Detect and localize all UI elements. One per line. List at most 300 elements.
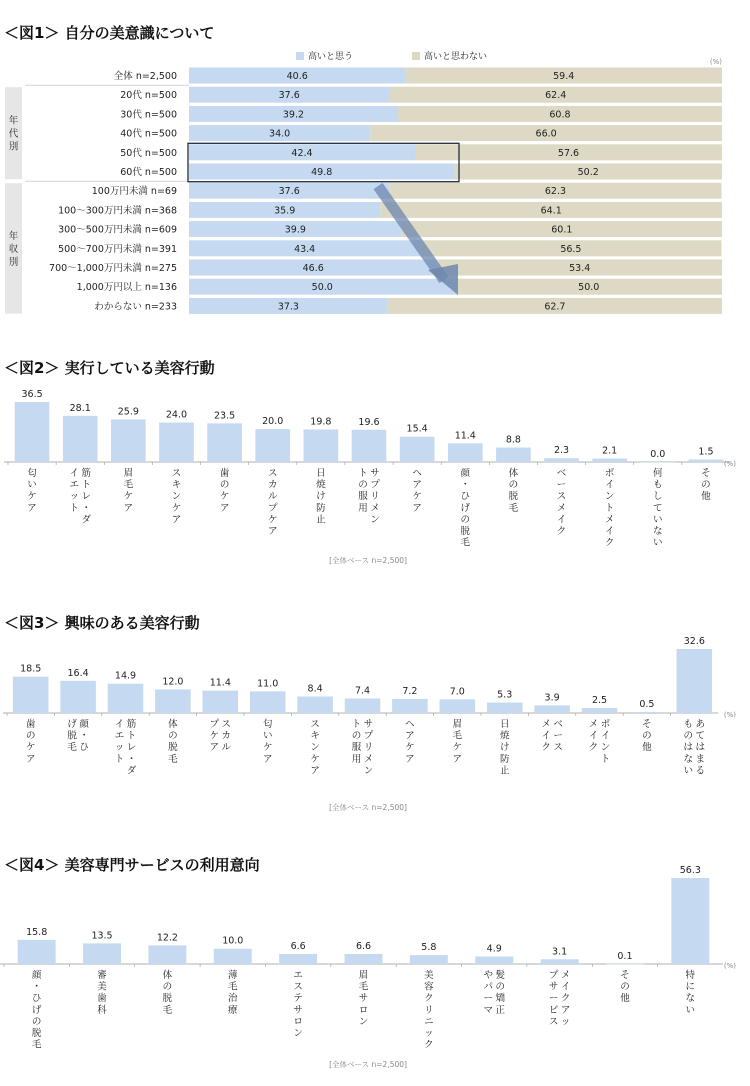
fig3-category-char: い	[683, 765, 694, 777]
fig4-value-label: 15.8	[26, 926, 48, 938]
fig3-category-char: ッ	[114, 742, 125, 754]
fig2-category-char: プ	[370, 479, 380, 491]
fig4-value-label: 6.6	[290, 940, 306, 952]
fig3-category-char: ク	[588, 742, 599, 754]
fig3-category-char: ア	[405, 730, 415, 742]
fig2-category-char: ひ	[460, 491, 471, 503]
fig4-category-char: 矯	[495, 993, 505, 1005]
fig4-bar	[83, 943, 121, 964]
fig3-category-char: ケ	[310, 753, 320, 765]
fig4-category-label	[359, 970, 369, 1027]
fig3-category-char: ン	[363, 765, 374, 777]
fig3-bar	[629, 712, 665, 713]
fig4-category-label	[32, 969, 42, 1051]
fig2-category-char: ル	[267, 491, 278, 503]
fig2-category-char: げ	[460, 502, 471, 514]
fig2-unit: (%)	[723, 460, 736, 468]
fig3-category-char: そ	[642, 719, 652, 730]
fig4-value-label: 12.2	[156, 932, 178, 944]
fig4-category-char: の	[31, 1016, 42, 1028]
fig2-category-char: キ	[171, 479, 182, 491]
fig2-category-char: ア	[27, 502, 37, 514]
fig2-bar	[496, 448, 531, 462]
fig2-category-char: の	[508, 479, 519, 491]
fig2-category-label	[412, 468, 422, 514]
fig3-bar	[582, 708, 618, 713]
fig2-category-char: な	[653, 526, 663, 537]
fig4-category-label	[686, 969, 696, 1016]
fig3-category-char: ト	[114, 753, 125, 765]
fig4-value-label: 10.0	[222, 935, 244, 947]
fig3-category-char: ヘ	[405, 719, 415, 730]
fig3-category-char: ア	[262, 753, 273, 765]
fig2-category-char: 毛	[460, 537, 471, 549]
fig2-category-char: 毛	[123, 479, 134, 491]
fig3-category-char: イ	[541, 730, 551, 742]
fig2-category-char: 匂	[27, 468, 37, 479]
fig3-category-char: げ	[67, 719, 77, 730]
fig1-value-yes: 42.4	[291, 147, 313, 159]
fig4-category-char: 毛	[228, 981, 238, 993]
fig3-value-label: 8.4	[307, 683, 323, 695]
fig2-category-char: て	[653, 502, 663, 514]
fig4-bar	[279, 954, 317, 964]
fig2-bar	[255, 429, 290, 462]
fig3-category-char: ト	[600, 753, 611, 765]
fig2-category-char: ク	[604, 537, 615, 549]
fig1-group-label-char: 年	[8, 115, 19, 127]
fig1-value-no: 59.4	[553, 71, 575, 82]
fig2-category-label	[268, 468, 278, 537]
fig3-category-char: け	[499, 742, 510, 754]
fig3-value-label: 7.4	[354, 685, 371, 697]
fig1-value-no: 50.2	[577, 167, 599, 178]
fig4-category-label	[293, 970, 303, 1039]
fig2-category-char: の	[460, 514, 471, 526]
fig3-category-label	[168, 718, 178, 765]
fig4-category-label	[97, 969, 107, 1016]
fig3-category-char: エ	[114, 730, 125, 742]
fig3-bar	[250, 691, 286, 713]
fig3-category-char: ト	[126, 730, 137, 742]
fig3-category-char: ま	[695, 753, 706, 765]
fig2-category-label	[653, 467, 663, 549]
fig4-category-char: ク	[560, 993, 571, 1005]
fig4-category-char: の	[162, 981, 173, 993]
fig4-category-char: 毛	[358, 981, 369, 993]
fig2-category-char: ン	[370, 514, 380, 526]
fig2-base-note: [全体ベース n=2,500]	[329, 556, 407, 565]
fig2-category-char: ト	[604, 502, 615, 514]
fig1-value-yes: 35.9	[274, 205, 296, 217]
fig2-value-label: 19.8	[310, 416, 332, 428]
fig3-value-label: 2.5	[591, 695, 608, 707]
fig3-value-label: 7.0	[449, 686, 465, 698]
fig2-category-char: ッ	[69, 491, 79, 503]
fig2-category-char: ス	[556, 491, 567, 503]
fig3-category-char: 毛	[168, 753, 178, 765]
fig4-category-char: テ	[293, 993, 303, 1005]
fig1-row-label: 100～300万円未満 n=368	[58, 205, 177, 217]
fig2-category-label	[69, 467, 91, 525]
fig3-category-char: レ	[126, 742, 137, 754]
fig3-category-char: の	[683, 730, 694, 742]
fig1-value-yes: 46.6	[302, 263, 324, 274]
fig1-value-no: 60.1	[551, 224, 573, 236]
fig3-category-char: サ	[363, 719, 374, 730]
fig3-category-char: イ	[588, 730, 599, 742]
fig4-category-char: サ	[293, 1004, 303, 1016]
fig1-row-label: わからない n=233	[94, 301, 177, 313]
fig1-row-label: 30代 n=500	[120, 109, 177, 121]
fig1-legend-swatch-yes	[296, 52, 304, 60]
fig2-category-label	[172, 468, 182, 525]
fig2-category-char: 何	[653, 468, 663, 479]
fig2-bar	[63, 416, 98, 462]
fig3-bar	[297, 697, 333, 713]
fig3-category-char: な	[683, 753, 694, 765]
fig2-category-label	[27, 467, 37, 514]
fig3-category-char: い	[262, 730, 273, 742]
fig2-category-char: ア	[412, 502, 422, 514]
fig4-category-char: ひ	[31, 993, 42, 1005]
fig2-category-char: ケ	[171, 502, 182, 514]
fig1-row-label: 全体 n=2,500	[113, 71, 177, 82]
fig4-bar	[148, 945, 186, 964]
fig3-category-char: ・	[126, 753, 137, 765]
fig1-row-label: 50代 n=500	[120, 147, 177, 159]
fig3-category-char: 毛	[452, 730, 463, 742]
fig4-category-char: サ	[548, 981, 559, 993]
fig2-value-label: 15.4	[406, 423, 428, 435]
fig3-bar	[108, 684, 144, 713]
fig4-category-char: 正	[495, 1004, 505, 1016]
fig2-category-char: の	[219, 479, 230, 491]
fig2-category-char: 他	[701, 491, 711, 503]
fig3-category-label	[541, 719, 563, 753]
fig3-category-char: 脱	[168, 742, 178, 754]
fig4-category-char: ン	[293, 1028, 303, 1039]
fig4-category-char: 歯	[97, 993, 107, 1005]
fig3-category-char: の	[642, 730, 652, 742]
fig3-bar	[203, 691, 239, 713]
fig1-group-label-char: 代	[8, 128, 19, 140]
fig4-category-char: プ	[548, 970, 559, 981]
fig2-bar	[352, 430, 387, 462]
fig4-category-char: ビ	[548, 1004, 559, 1016]
fig1-row-label: 700～1,000万円未満 n=275	[49, 263, 177, 274]
fig2-category-char: 筋	[81, 468, 91, 479]
fig3-bar	[392, 699, 428, 713]
fig4-category-char: 審	[97, 970, 107, 981]
fig3-bar	[155, 689, 191, 713]
fig4-category-char: ロ	[293, 1016, 303, 1028]
fig2-category-char: メ	[370, 502, 380, 514]
fig2-category-char: の	[701, 479, 711, 491]
fig3-bar	[60, 681, 96, 713]
fig3-category-char: 脱	[67, 730, 77, 742]
fig3-value-label: 14.9	[114, 670, 137, 682]
fig3-category-label	[684, 719, 706, 776]
fig4-category-char: な	[685, 993, 696, 1005]
fig2-category-char: 止	[316, 514, 326, 526]
fig3-category-label	[405, 719, 415, 765]
fig3-category-char: ケ	[209, 730, 220, 742]
fig2-category-char: ・	[460, 479, 471, 491]
fig3-category-char: ー	[553, 730, 563, 742]
fig3-category-char: 服	[351, 742, 362, 754]
fig2-value-label: 36.5	[21, 389, 43, 400]
fig4-category-char: 科	[97, 1004, 107, 1016]
fig1-value-yes: 49.8	[311, 167, 333, 178]
fig4-value-label: 0.1	[617, 950, 633, 962]
fig4-category-char: の	[495, 981, 505, 993]
fig4-category-char: 髪	[495, 970, 505, 981]
fig2-category-char: イ	[604, 526, 615, 537]
fig4-category-char: や	[483, 970, 493, 981]
fig3-category-char: の	[168, 730, 178, 742]
fig3-category-char: あ	[695, 719, 706, 730]
fig2-category-char: ヘ	[412, 468, 422, 479]
fig2-category-char: ・	[81, 502, 91, 514]
fig2-category-char: 焼	[316, 479, 326, 491]
fig3-category-char: プ	[209, 719, 220, 730]
fig3-category-label	[115, 718, 137, 776]
fig2-category-char: 防	[316, 502, 326, 514]
fig3-category-char: ア	[25, 753, 36, 765]
fig3-category-char: ス	[553, 742, 563, 754]
fig3-category-char: 眉	[452, 719, 463, 730]
fig1-group-label-char: 年	[8, 230, 19, 242]
fig4-category-char: パ	[483, 981, 493, 993]
fig2-category-char: け	[316, 491, 326, 503]
fig1-row-label: 300～500万円未満 n=609	[58, 224, 177, 236]
fig1-value-yes: 34.0	[269, 128, 291, 140]
fig2-category-char: 日	[316, 468, 326, 479]
fig4-category-char: ー	[548, 993, 559, 1005]
fig1-row-label: 100万円未満 n=69	[91, 186, 177, 198]
fig3-category-label	[500, 719, 510, 776]
fig1-unit: (%)	[709, 58, 722, 66]
fig2-category-char: ケ	[412, 491, 422, 503]
fig2-category-char: ア	[219, 502, 230, 514]
fig2-category-char: ク	[556, 526, 567, 537]
fig2-category-char: イ	[604, 479, 615, 491]
fig3-category-char: ア	[209, 742, 220, 754]
fig3-category-char: は	[683, 742, 694, 754]
fig2-value-label: 25.9	[117, 406, 139, 418]
fig3-title: ＜図3＞ 興味のある美容行動	[4, 614, 200, 632]
fig1-row-label: 60代 n=500	[120, 167, 177, 178]
fig3-value-label: 0.5	[639, 699, 655, 711]
fig1-legend-swatch-no	[412, 52, 420, 60]
fig4-value-label: 13.5	[91, 930, 113, 942]
fig3-category-char: イ	[600, 730, 611, 742]
fig2-value-label: 2.1	[602, 445, 618, 457]
fig2-category-label	[316, 468, 326, 525]
fig3-category-char: 焼	[499, 730, 510, 742]
fig4-category-label	[163, 969, 173, 1016]
fig4-category-char: に	[685, 981, 696, 993]
fig1-group-label-char: 別	[8, 141, 19, 153]
fig3-value-label: 12.0	[162, 676, 184, 688]
fig4-category-char: 脱	[31, 1028, 42, 1039]
fig1-value-no: 64.1	[540, 205, 562, 217]
fig3-category-char: 歯	[25, 719, 36, 730]
fig3-bar	[534, 705, 570, 713]
fig4-bar	[410, 955, 448, 964]
fig3-category-char: て	[695, 730, 706, 742]
fig2-category-char: の	[358, 479, 368, 491]
fig1-title: ＜図1＞ 自分の美意識について	[4, 24, 215, 42]
fig2-category-char: ト	[358, 468, 368, 479]
fig4-bar	[18, 940, 56, 964]
fig4-unit: (%)	[723, 962, 736, 970]
fig2-category-char: も	[653, 479, 663, 491]
fig2-category-char: ト	[81, 479, 91, 491]
fig4-category-label	[549, 970, 571, 1027]
fig3-category-char: プ	[363, 730, 374, 742]
fig1-value-no: 62.3	[544, 186, 567, 198]
fig3-category-label	[67, 718, 89, 753]
fig3-category-char: る	[695, 765, 706, 777]
fig4-value-label: 4.9	[486, 943, 502, 955]
fig2-bar	[448, 443, 483, 462]
fig3-category-char: ケ	[25, 742, 36, 754]
fig3-bar	[440, 699, 476, 713]
fig2-value-label: 23.5	[214, 410, 236, 422]
fig2-category-char: ス	[171, 468, 182, 479]
fig3-value-label: 16.4	[67, 667, 89, 679]
fig3-value-label: 5.3	[497, 689, 513, 701]
fig3-category-char: 他	[642, 742, 652, 754]
fig2-bar	[592, 459, 627, 462]
fig4-category-char: 療	[228, 1004, 238, 1016]
fig2-value-label: 20.0	[262, 416, 284, 428]
fig3-category-char: ・	[79, 730, 89, 742]
fig3-bar	[677, 649, 713, 713]
fig2-category-char: ン	[171, 491, 182, 503]
fig2-category-char: イ	[69, 468, 79, 479]
fig3-category-label	[26, 718, 36, 765]
fig3-category-label	[210, 719, 232, 753]
fig2-category-char: ケ	[267, 514, 278, 526]
fig1-value-no: 57.6	[557, 147, 580, 159]
fig2-category-char: ス	[267, 468, 278, 479]
fig4-category-char: ア	[560, 1004, 571, 1016]
fig1-value-yes: 37.6	[278, 90, 300, 102]
fig2-bar	[207, 423, 242, 462]
fig3-category-label	[352, 719, 374, 776]
fig2-bar	[15, 402, 50, 462]
fig2-category-char: メ	[604, 514, 615, 526]
fig3-category-char: 日	[499, 719, 510, 730]
fig2-value-label: 1.5	[698, 446, 714, 458]
fig4-category-char: マ	[483, 1004, 493, 1016]
fig1-legend-label-no: 高いと思わない	[424, 52, 488, 62]
fig3-category-char: は	[695, 742, 706, 754]
fig4-category-char: ス	[293, 981, 303, 993]
fig3-category-char: ア	[405, 753, 415, 765]
fig2-category-char: ア	[123, 502, 134, 514]
fig2-category-char: サ	[370, 468, 380, 479]
fig4-category-char: ク	[424, 1039, 434, 1051]
fig4-value-label: 3.1	[552, 946, 568, 958]
fig2-category-char: メ	[556, 502, 567, 514]
fig2-category-char: ー	[556, 479, 567, 491]
fig4-category-char: リ	[424, 1004, 434, 1016]
fig2-category-char: ケ	[123, 491, 134, 503]
fig4-bar	[606, 964, 644, 965]
fig2-category-label	[124, 468, 134, 514]
fig4-value-label: 5.8	[421, 942, 437, 954]
fig2-category-char: 脱	[508, 491, 519, 503]
fig4-category-char: 治	[228, 993, 238, 1005]
fig3-category-char: ア	[452, 753, 463, 765]
fig2-bar	[111, 419, 146, 462]
fig1-group-label	[9, 115, 19, 153]
fig2-value-label: 24.0	[165, 409, 188, 421]
fig1-group-label-char: 収	[8, 243, 19, 255]
fig2-category-char: 眉	[123, 468, 134, 479]
fig1-value-yes: 50.0	[311, 282, 333, 294]
fig2-bar	[304, 429, 339, 462]
fig4-category-char: 顔	[31, 970, 42, 981]
fig3-category-label	[589, 719, 611, 765]
fig3-value-label: 18.5	[20, 663, 42, 675]
fig1-value-yes: 39.2	[282, 109, 305, 121]
fig2-category-char: ケ	[27, 491, 37, 503]
fig2-category-char: 服	[358, 491, 368, 503]
fig2-category-label	[220, 467, 230, 514]
fig4-category-char: ス	[548, 1016, 559, 1028]
fig1-value-no: 62.4	[545, 90, 567, 102]
fig4-category-char: 脱	[162, 993, 173, 1005]
fig4-category-char: そ	[620, 970, 630, 981]
fig1-value-yes: 37.3	[277, 301, 299, 313]
fig2-category-char: そ	[701, 468, 711, 479]
fig4-category-char: 容	[424, 981, 434, 993]
fig3-category-char: メ	[541, 719, 551, 730]
fig2-bar	[544, 458, 579, 462]
fig3-category-char: ン	[600, 742, 611, 754]
fig2-category-char: ア	[412, 479, 422, 491]
fig3-category-char: の	[351, 730, 362, 742]
fig4-category-char: の	[620, 981, 630, 993]
fig3-category-char: メ	[363, 753, 374, 765]
fig3-category-char: 顔	[79, 719, 89, 730]
fig2-category-char: い	[27, 479, 37, 491]
fig4-category-char: 毛	[162, 1004, 173, 1016]
fig3-category-label	[453, 719, 463, 765]
fig3-category-char: ケ	[405, 742, 415, 754]
fig4-category-char: サ	[358, 993, 369, 1005]
fig3-category-char: ベ	[553, 719, 563, 730]
fig1-row-label: 20代 n=500	[120, 90, 177, 102]
fig1-group-label-char: 別	[8, 256, 19, 268]
fig3-category-char: メ	[588, 719, 599, 730]
fig1-row-label: 40代 n=500	[120, 128, 177, 140]
fig2-category-char: い	[653, 514, 663, 526]
fig2-category-char: し	[653, 491, 663, 503]
fig4-category-label	[620, 970, 630, 1004]
fig3-category-char: の	[25, 730, 36, 742]
fig2-category-char: エ	[69, 479, 79, 491]
fig3-base-note: [全体ベース n=2,500]	[329, 803, 407, 812]
fig4-category-char: 美	[97, 981, 107, 993]
fig4-category-char: 体	[162, 970, 173, 981]
fig4-category-char: ン	[358, 1016, 369, 1028]
